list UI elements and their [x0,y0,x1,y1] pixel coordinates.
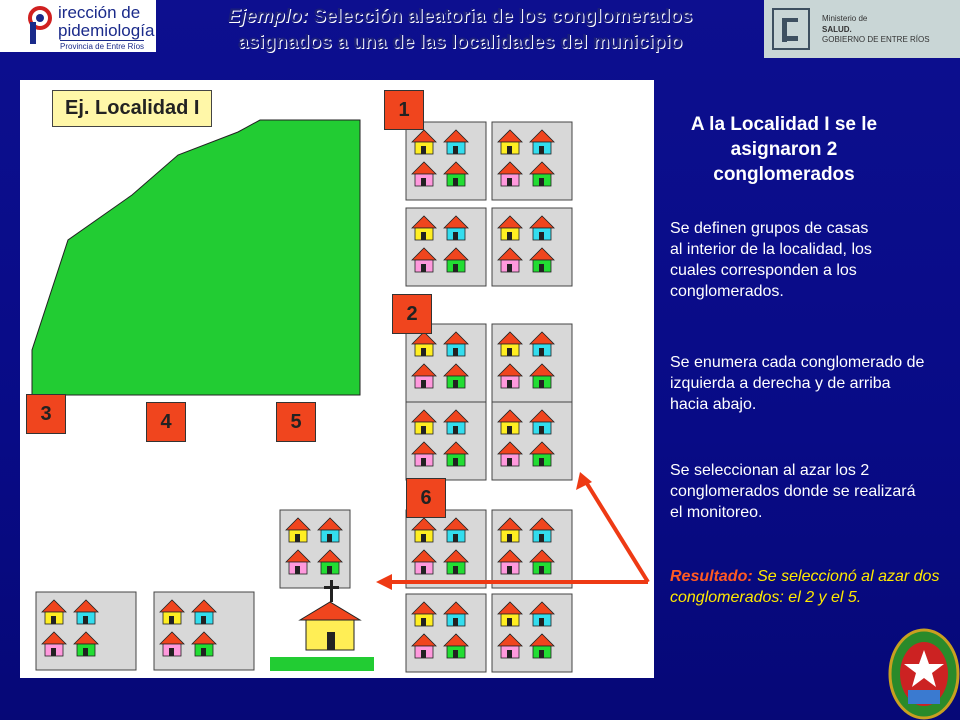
logo-line-3: Provincia de Entre Ríos [60,42,145,51]
paragraph-3: Se seleccionan al azar los 2 conglomerados donde se realizará el monitoreo. [670,462,916,521]
cluster-number-5: 5 [276,402,316,442]
house-block [406,510,486,588]
cluster-number-4: 4 [146,402,186,442]
locality-map-drawing [20,80,654,678]
house-block [406,594,486,672]
dp-logo-icon [28,6,58,44]
house-block [492,402,572,480]
result-label: Resultado: [670,568,753,585]
house-block [492,594,572,672]
house-block [280,510,350,588]
title-line-1: Selección aleatoria de los conglomerados [307,6,693,27]
church-ground [270,657,374,671]
ministerio-salud-logo [764,0,960,58]
house-block [406,208,486,286]
green-area [32,120,360,395]
title-prefix: Ejemplo: [227,6,308,27]
house-block [406,402,486,480]
logo-line-1: irección de [58,3,141,22]
locality-label: Ej. Localidad I [52,90,212,127]
logo-line-2: pidemiología [58,21,155,40]
cluster-number-3: 3 [26,394,66,434]
house-block [492,208,572,286]
paragraph-2: Se enumera cada conglomerado de izquierda a derecha y de arriba hacia abajo. [670,354,925,413]
cluster-number-1: 1 [384,90,424,130]
church [300,580,360,650]
result-text [670,566,940,608]
cluster-number-2: 2 [392,294,432,334]
provincial-seal-icon [888,622,960,720]
result-body: Se seleccionó al azar dos conglomerados: el 2 y el 5. [670,568,940,606]
ministry-line-2: SALUD. [822,25,852,34]
ministry-emblem-icon [772,8,810,50]
house-block [492,510,572,588]
house-block [492,324,572,402]
house-block [406,122,486,200]
ministry-line-1: Ministerio de [822,14,868,23]
house-block [492,122,572,200]
assignment-heading: A la Localidad I se le asignaron 2 conglomerados [690,114,878,185]
locality-map [20,80,654,678]
title-line-2: asignados a una de las localidades del municipio [237,32,683,53]
paragraph-1: Se definen grupos de casas al interior de la localidad, los cuales corresponden a los conglomerados. [670,220,872,300]
direccion-epidemiologia-logo [0,0,156,52]
ministry-line-3: GOBIERNO DE ENTRE RÍOS [822,35,930,44]
page-title [160,4,760,56]
house-block [406,324,486,402]
cluster-number-6: 6 [406,478,446,518]
